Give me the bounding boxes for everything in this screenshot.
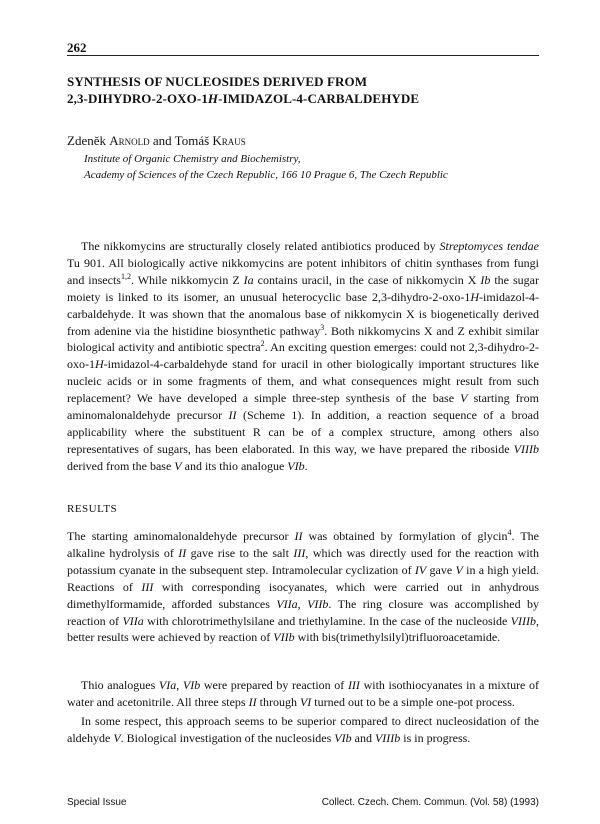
footer-issue: Special Issue [67,797,127,808]
results-paragraph-2: Thio analogues VIa, VIb were prepared by reaction of III with isothiocyanates in a mixture of water and acetonitrile. All three steps II through VI turned out to be a simple one-pot process. [67,678,540,709]
affiliation-line-2: Academy of Sciences of the Czech Republic, 166 10 Prague 6, The Czech Republic [84,169,448,181]
title-line-2: 2,3-DIHYDRO-2-OXO-1H-IMIDAZOL-4-CARBALDEHYDE [67,91,420,106]
section-heading-results: RESULTS [67,503,118,515]
footer-citation: Collect. Czech. Chem. Commun. (Vol. 58) (1993) [321,797,539,808]
authors: Zdeněk Arnold and Tomáš Kraus [67,133,246,148]
results-paragraph-3: In some respect, this approach seems to be superior compared to direct nucleosidation of the aldehyde V. Biological investigation of the nucleosides VIb and VIIIb is in progress. [67,714,539,745]
results-paragraph-1: The starting aminomalonaldehyde precursor II was obtained by formylation of glycin$^4$. The alkaline hydrolysis of II gave rise to the salt III, which was directly used for the reaction with potassium cyanate in the subsequent step. Intramolecular cyclization of IV gave V in a high yield. Reactions of III with corresponding isocyanates, which were carried out in anhydrous dimethylformamide, afforded substances VIIa, VIIb. The ring closure was accomplished by reaction of VIIa with chlorotrimethylsilane and triethylamine. In the case of the nucleoside VIIIb, better results were achieved by reaction of VIIb with bis(trimethylsilyl)trifluoroacetamide. [67,528,540,645]
article-title [67,73,419,107]
page-number: 262 [67,40,87,55]
header-rule [67,55,539,56]
affiliation [84,151,448,183]
abstract-paragraph: The nikkomycins are structurally closely related antibiotics produced by Streptomyces tendae Tu 901. All biologically active nikkomycins are potent inhibitors of chitin synthases from fungi and insects$^{1,2}$. While nikkomycin Z Ia contains uracil, in the case of nikkomycin X Ib the sugar moiety is linked to its isomer, an unusual heterocyclic base 2,3-dihydro-2-oxo-1H-imidazol-4-carbaldehyde. It was shown that the anomalous base of nikkomycin X is biogenetically derived from adenine via the histidine biosynthetic pathway$^3$. Both nikkomycins X and Z exhibit similar biological activity and antibiotic spectra$^2$. An exciting question emerges: could not 2,3-dihydro-2-oxo-1H-imidazol-4-carbaldehyde stand for uracil in other biologically important structures like nucleic acids or in some fragments of them, and what consequences might result from such replacement? We have developed a simple three-step synthesis of the base V starting from aminomalonaldehyde precursor II (Scheme 1). In addition, a reaction sequence of a broad applicability where the substituent R can be of a complex structure, among others also representatives of sugars, has been elaborated. In this way, we have prepared the riboside VIIIb derived from the base V and its thio analogue VIb. [67,239,539,473]
affiliation-line-1: Institute of Organic Chemistry and Biochemistry, [84,153,301,165]
title-line-1: SYNTHESIS OF NUCLEOSIDES DERIVED FROM [67,74,368,89]
